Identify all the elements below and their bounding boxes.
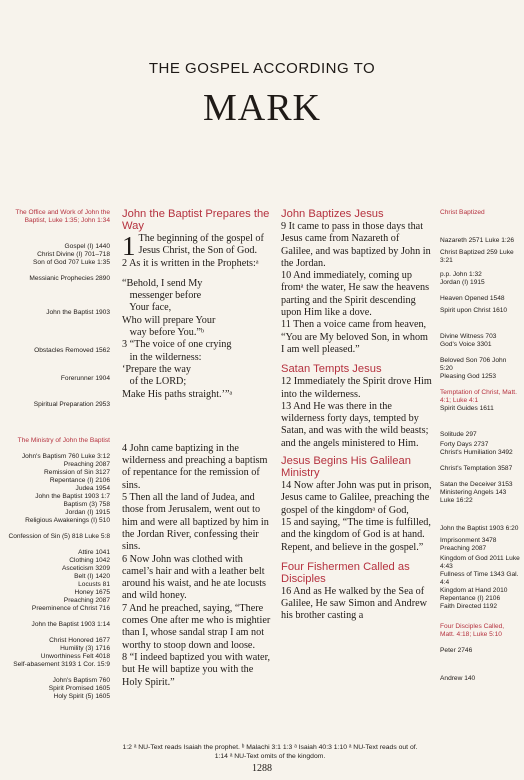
verse-6: 6 Now John was clothed with camel’s hair and with a leather belt around his waist, and he ate locusts and wild honey.	[122, 553, 267, 602]
margin-reference: Religious Awakenings (I) 510	[25, 517, 110, 524]
margin-reference: Holy Spirit (5) 1605	[53, 693, 110, 700]
margin-reference: Honey 1675	[74, 589, 110, 596]
margin-reference: John the Baptist 1903 1:7	[35, 493, 110, 500]
margin-reference: Humility (3) 1716	[60, 645, 110, 652]
poem-line: Make His paths straight.’”ᵃ	[122, 388, 233, 400]
margin-section-heading: The Office and Work of John the Baptist, Luke 1:35; John 1:34	[15, 209, 110, 225]
poem-line: in the wilderness:	[122, 351, 202, 363]
verse-8: 8 “I indeed baptized you with water, but He will baptize you with the Holy Spirit.”	[122, 651, 271, 688]
verse-9: 9 It came to pass in those days that Jesus came from Nazareth of Galilee, and was baptized by John in the Jordan.	[281, 221, 431, 269]
margin-reference: Preeminence of Christ 716	[31, 605, 110, 612]
margin-reference: Divine Witness 703	[440, 333, 497, 340]
margin-reference: God's Voice 3301	[440, 341, 492, 348]
margin-reference: Satan the Deceiver 3153	[440, 481, 513, 488]
margin-reference: Faith Directed 1192	[440, 603, 498, 610]
margin-reference: Kingdom of God 2011 Luke 4:43	[440, 555, 520, 571]
margin-reference: Gospel (I) 1440	[64, 243, 110, 250]
verse-10: 10 And immediately, coming up fromᵃ the water, He saw the heavens parting and the Spirit descending upon Him like a dove.	[281, 270, 430, 319]
margin-reference: Obstacles Removed 1562	[34, 347, 110, 354]
poem-line: Your face,	[122, 302, 172, 314]
text-column-1	[122, 208, 275, 689]
margin-reference: Asceticism 3209	[61, 565, 110, 572]
margin-reference: Christ's Humiliation 3492	[440, 449, 513, 456]
margin-reference: Attire 1041	[78, 549, 110, 556]
margin-reference: p.p. John 1:32	[440, 271, 482, 278]
margin-reference: Remission of Sin 3127	[44, 469, 110, 476]
margin-reference: Spirit upon Christ 1610	[440, 307, 508, 314]
margin-reference: Spiritual Preparation 2953	[33, 401, 110, 408]
verse-1-text: The beginning of the gospel of Jesus Christ, the Son of God.	[138, 233, 264, 257]
gospel-kicker: THE GOSPEL ACCORDING TO	[148, 60, 376, 77]
margin-reference: Christ's Temptation 3587	[440, 465, 513, 472]
margin-section-heading: Four Disciples Called, Matt. 4:18; Luke 5:10	[440, 623, 505, 639]
section-heading: Satan Tempts Jesus	[281, 363, 382, 376]
verse-15: 15 and saying, “The time is fulfilled, and the kingdom of God is at hand. Repent, and believe in the gospel.”	[281, 516, 431, 553]
margin-reference: Jordan (I) 1915	[65, 509, 110, 516]
section-heading: Jesus Begins His Galilean Ministry	[281, 455, 411, 480]
margin-reference: Locusts 81	[78, 581, 110, 588]
margin-reference: John's Baptism 760 Luke 3:12	[21, 453, 110, 460]
margin-reference: Heaven Opened 1548	[440, 295, 505, 302]
section-heading: Four Fishermen Called as Disciples	[281, 560, 410, 585]
footnote-line: 1:2 ᵃ NU-Text reads Isaiah the prophet. ᵇ Malachi 3:1 1:3 ᵃ Isaiah 40:3 1:10 ᵃ NU-Text reads out of.	[122, 744, 418, 751]
margin-reference: Beloved Son 706 John 5:20	[440, 357, 507, 373]
margin-reference: Clothing 1042	[69, 557, 110, 564]
verse-16: 16 And as He walked by the Sea of Galilee, He saw Simon and Andrew his brother casting a	[281, 585, 427, 622]
margin-reference: Peter 2746	[440, 647, 473, 654]
verse-7: 7 And he preached, saying, “There comes One after me who is mightier than I, whose sandal strap I am not worthy to stoop down and loose.	[122, 602, 271, 651]
poem-line: “Behold, I send My	[122, 277, 203, 289]
poem-line: messenger before	[122, 290, 202, 302]
margin-reference: Spirit Promised 1605	[48, 685, 110, 692]
verse-14: 14 Now after John was put in prison, Jesus came to Galilee, preaching the gospel of the kingdomᵃ of God,	[281, 480, 432, 516]
margin-reference: Imprisonment 3478	[440, 537, 497, 544]
margin-reference: Repentance (I) 2106	[440, 595, 501, 602]
margin-reference: Christ Honored 1677	[49, 637, 110, 644]
verse-11: 11 Then a voice came from heaven, “You are My beloved Son, in whom I am well pleased.”	[281, 319, 428, 355]
margin-reference: Spirit Guides 1611	[440, 405, 494, 412]
poem-line: 3 “The voice of one crying	[122, 339, 232, 351]
page-number: 1288	[252, 763, 272, 774]
verse-2: 2 As it is written in the Prophets:ᵃ	[122, 257, 259, 269]
margin-reference: Repentance (I) 2106	[49, 477, 110, 484]
margin-reference: Preaching 2087	[440, 545, 487, 552]
section-heading: John Baptizes Jesus	[281, 208, 384, 220]
column-spacer	[122, 409, 275, 443]
margin-reference: Preaching 2087	[63, 461, 110, 468]
margin-section-heading: Christ Baptized	[440, 209, 485, 216]
margin-reference: Kingdom at Hand 2010	[440, 587, 508, 594]
margin-section-heading: Temptation of Christ, Matt. 4:1; Luke 4:1	[440, 389, 517, 405]
margin-reference: Christ Divine (I) 701–718	[37, 251, 110, 258]
section-heading: John the Baptist Prepares the Way	[122, 208, 270, 232]
quotation-poem	[122, 278, 275, 401]
margin-reference: Jordan (I) 1915	[440, 279, 485, 286]
text-column-2	[281, 208, 433, 623]
footnotes	[100, 743, 440, 761]
verse-12: 12 Immediately the Spirit drove Him into the wilderness.	[281, 376, 432, 400]
margin-reference: Fullness of Time 1343 Gal. 4:4	[440, 571, 519, 587]
margin-reference: Forty Days 2737	[440, 441, 489, 448]
poem-line: of the LORD;	[122, 376, 187, 388]
margin-reference: Christ Baptized 259 Luke 3:21	[440, 249, 514, 265]
verse-1	[122, 231, 275, 261]
margin-reference: Confession of Sin (5) 818 Luke 5:8	[8, 533, 110, 540]
margin-reference: John the Baptist 1903 6:20	[440, 525, 519, 532]
poem-line: Who will prepare Your	[122, 314, 216, 326]
margin-reference: Nazareth 2571 Luke 1:26	[440, 237, 515, 244]
margin-reference: Self-abasement 3193 1 Cor. 15:9	[13, 661, 110, 668]
margin-reference: Andrew 140	[440, 675, 476, 682]
margin-section-heading: The Ministry of John the Baptist	[17, 437, 110, 444]
margin-reference: Son of God 707 Luke 1:35	[33, 259, 110, 266]
margin-reference: Forerunner 1904	[60, 375, 110, 382]
margin-reference: Baptism (3) 758	[63, 501, 110, 508]
margin-reference: Solitude 297	[440, 431, 477, 438]
margin-reference: Unworthiness Felt 4018	[40, 653, 110, 660]
margin-reference: John the Baptist 1903	[46, 309, 110, 316]
verse-13: 13 And He was there in the wilderness forty days, tempted by Satan, and was with the wild beasts; and the angels ministered to Him.	[281, 400, 429, 449]
verse-4: 4 John came baptizing in the wilderness and preaching a baptism of repentance for the remission of sins.	[122, 442, 268, 491]
margin-reference: Ministering Angels 143 Luke 16:22	[440, 489, 507, 505]
footnote-line: 1:14 ᵃ NU-Text omits of the kingdom.	[214, 753, 326, 760]
poem-line: way before You.”ᵇ	[122, 327, 205, 339]
margin-reference: Preaching 2087	[63, 597, 110, 604]
chapter-number: 1	[122, 231, 136, 261]
verse-5: 5 Then all the land of Judea, and those from Jerusalem, went out to him and were all baptized by him in the Jordan River, confessing their sins.	[122, 492, 269, 553]
margin-reference: Belt (I) 1420	[74, 573, 110, 580]
margin-reference: Messianic Prophecies 2890	[29, 275, 110, 282]
margin-reference: John the Baptist 1903 1:14	[31, 621, 110, 628]
margin-reference: John's Baptism 760	[52, 677, 110, 684]
margin-reference: Judea 1954	[75, 485, 110, 492]
margin-reference: Pleasing God 1253	[440, 373, 497, 380]
poem-line: ‘Prepare the way	[122, 363, 192, 375]
book-title: MARK	[202, 87, 322, 129]
